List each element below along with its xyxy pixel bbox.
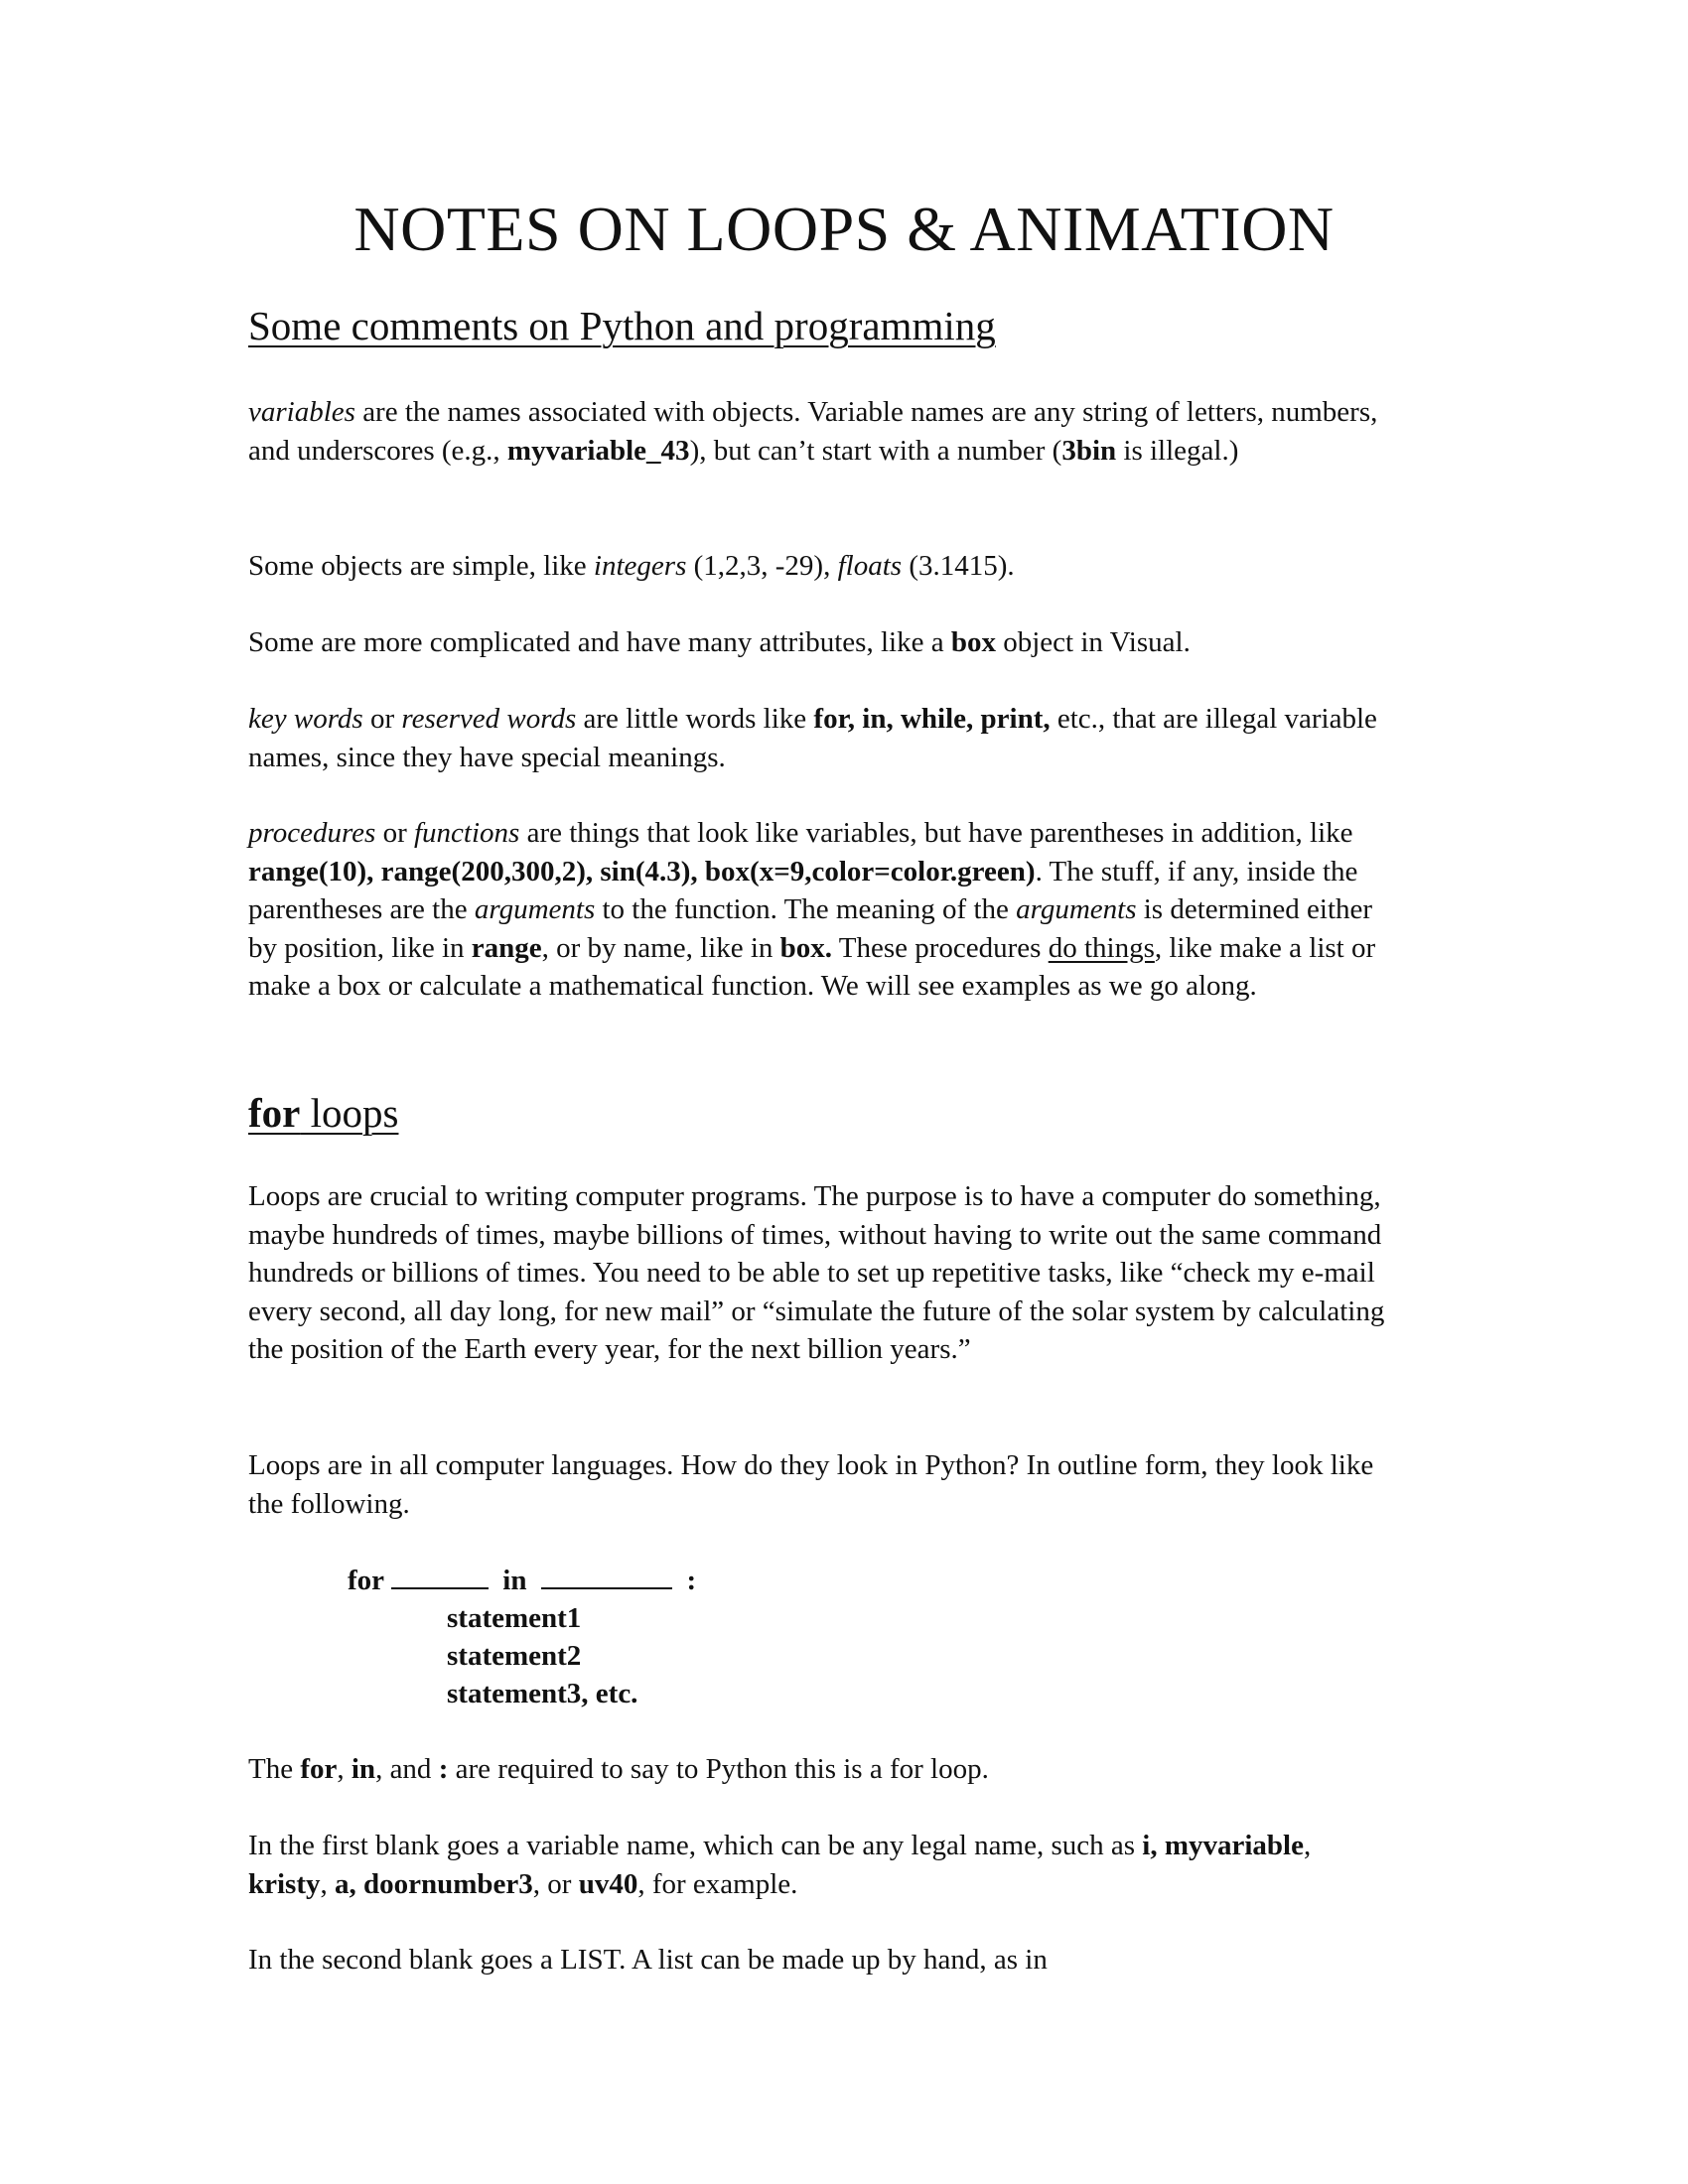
code-statement-1: statement1 [447, 1602, 582, 1634]
code-for-line: for in : [348, 1565, 697, 1596]
paragraph-key-words: key words or reserved words are little words like for, in, while, print, etc., that are illegal variable names, since they have special meanings. [248, 703, 1377, 773]
paragraph-complicated-objects: Some are more complicated and have many attributes, like a box object in Visual. [248, 626, 1191, 658]
term-floats: floats [837, 550, 903, 582]
paragraph-loops-crucial: Loops are crucial to writing computer programs. The purpose is to have a computer do something, maybe hundreds of times, maybe billions of times, without having to write out the same command hundreds or billions of times. You need to be able to set up repetitive tasks, like “check my e-mail every second, all day long, for new mail” or “simulate the future of the solar system by calculating the position of the Earth every year, for the next billion years.” [248, 1180, 1385, 1365]
emphasis-do-things: do things [1048, 931, 1155, 964]
paragraph-variables: variables are the names associated with objects. Variable names are any string of letters, numbers, and underscores (e.g., myvariable_43), but can’t start with a number (3bin is illegal.) [248, 396, 1378, 467]
code-statement-3: statement3, etc. [447, 1678, 638, 1709]
example-myvariable: myvariable_43 [506, 434, 690, 467]
term-variables: variables [248, 396, 355, 428]
keyword-list: for, in, while, print, [813, 703, 1051, 735]
example-3bin: 3bin [1061, 434, 1117, 467]
paragraph-loops-outline: Loops are in all computer languages. How do they look in Python? In outline form, they look like the following. [248, 1449, 1374, 1520]
blank-variable [391, 1564, 489, 1589]
term-arguments-2: arguments [1016, 893, 1137, 925]
code-statement-2: statement2 [447, 1640, 582, 1672]
paragraph-second-blank: In the second blank goes a LIST. A list can be made up by hand, as in [248, 1944, 1048, 1976]
term-reserved-words: reserved words [401, 703, 577, 735]
page-title: NOTES ON LOOPS & ANIMATION [353, 194, 1335, 264]
blank-list [541, 1564, 672, 1589]
paragraph-simple-objects: Some objects are simple, like integers (1,2,3, -29), floats (3.1415). [248, 550, 1015, 582]
function-examples: range(10), range(200,300,2), sin(4.3), box(x=9,color=color.green) [248, 855, 1036, 887]
term-box-2: box. [779, 931, 833, 964]
term-arguments: arguments [474, 893, 596, 925]
term-range: range [471, 931, 542, 964]
term-procedures: procedures [248, 817, 376, 849]
section-heading-for-loops: for loops [248, 1090, 399, 1136]
term-box: box [950, 626, 996, 658]
paragraph-first-blank: In the first blank goes a variable name, which can be any legal name, such as i, myvariable, kristy, a, doornumber3, or uv40, for example. [248, 1830, 1312, 1900]
paragraph-procedures: procedures or functions are things that look like variables, but have parentheses in addition, like range(10), range(200,300,2), sin(4.3), box(x=9,color=color.green). The stuff, if any, inside the parentheses are the arguments to the function. The meaning of the arguments is determined either by position, like in range, or by name, like in box. These procedures do things, like make a list or make a box or calculate a mathematical function. We will see examples as we go along. [248, 817, 1376, 1002]
term-key-words: key words [248, 703, 363, 735]
term-integers: integers [593, 550, 687, 582]
section-heading-python-comments: Some comments on Python and programming [248, 303, 996, 348]
paragraph-required-keywords: The for, in, and : are required to say to Python this is a for loop. [248, 1753, 989, 1785]
term-functions: functions [414, 817, 520, 849]
